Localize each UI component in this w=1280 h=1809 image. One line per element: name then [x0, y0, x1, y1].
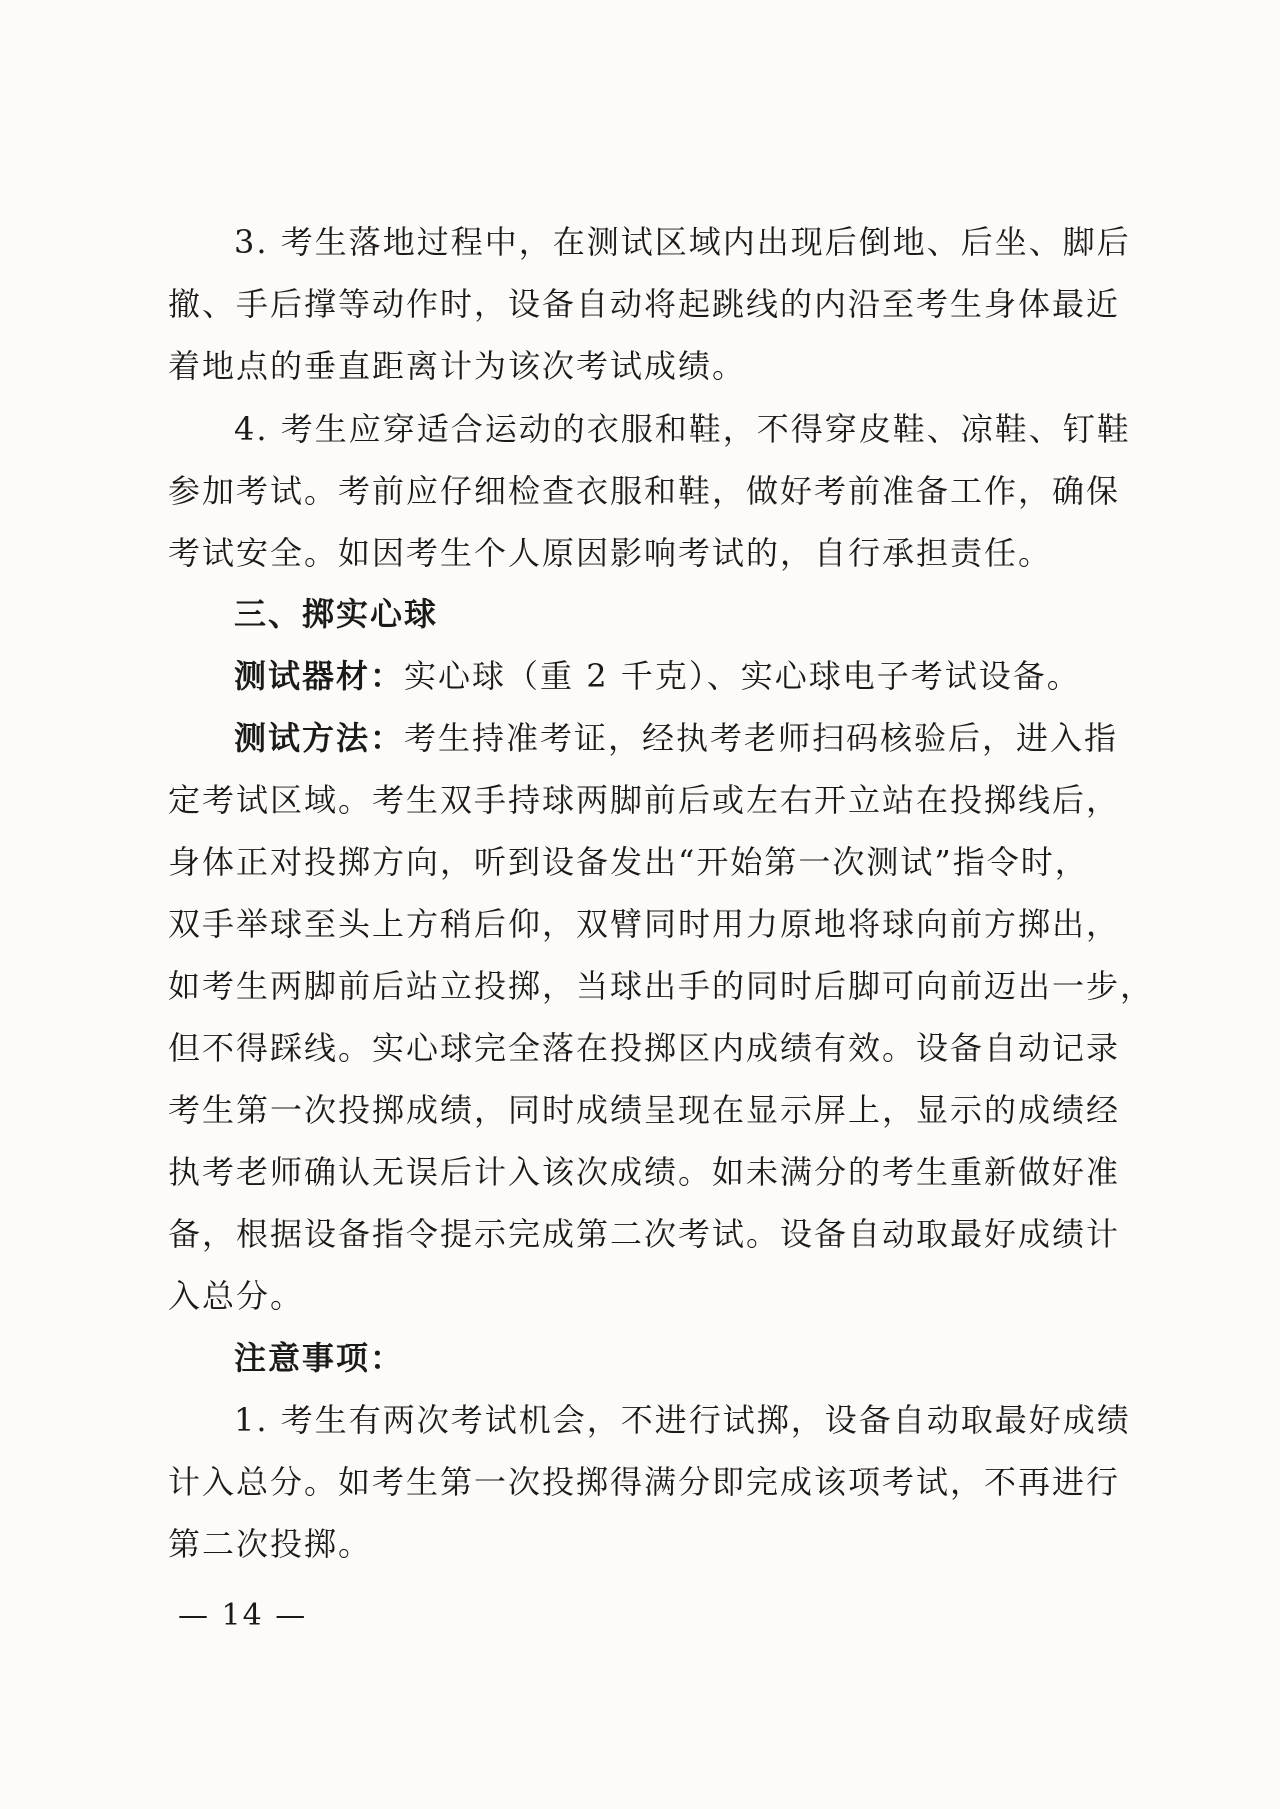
- paragraph-line: 3. 考生落地过程中，在测试区域内出现后倒地、后坐、脚后: [234, 223, 1131, 261]
- paragraph-line: 考生第一次投掷成绩，同时成绩呈现在显示屏上，显示的成绩经: [168, 1091, 1121, 1129]
- paragraph-line: 计入总分。如考生第一次投掷得满分即完成该项考试，不再进行: [168, 1463, 1121, 1501]
- paragraph-line: 备，根据设备指令提示完成第二次考试。设备自动取最好成绩计: [168, 1215, 1121, 1253]
- paragraph-line: 如考生两脚前后站立投掷，当球出手的同时后脚可向前迈出一步，: [168, 967, 1155, 1005]
- method-label: 测试方法：: [234, 719, 405, 757]
- paragraph-line: 着地点的垂直距离计为该次考试成绩。: [168, 347, 747, 385]
- section-heading: 三、掷实心球: [234, 595, 439, 633]
- paragraph-line: 1. 考生有两次考试机会，不进行试掷，设备自动取最好成绩: [234, 1401, 1131, 1439]
- method-line: [234, 718, 1123, 758]
- notes-heading: 注意事项：: [234, 1339, 405, 1377]
- paragraph-line: 第二次投掷。: [168, 1525, 373, 1563]
- paragraph-line: 入总分。: [168, 1277, 305, 1315]
- paragraph-line: 身体正对投掷方向，听到设备发出“开始第一次测试”指令时，: [168, 843, 1089, 881]
- paragraph-line: 定考试区域。考生双手持球两脚前后或左右开立站在投掷线后，: [168, 781, 1121, 819]
- paragraph-line: 双手举球至头上方稍后仰，双臂同时用力原地将球向前方掷出，: [168, 905, 1121, 943]
- paragraph-line: 执考老师确认无误后计入该次成绩。如未满分的考生重新做好准: [168, 1153, 1121, 1191]
- equipment-label: 测试器材：: [234, 657, 405, 695]
- paragraph-line: 参加考试。考前应仔细检查衣服和鞋，做好考前准备工作，确保: [168, 472, 1121, 510]
- paragraph-line: 4. 考生应穿适合运动的衣服和鞋，不得穿皮鞋、凉鞋、钉鞋: [234, 410, 1131, 448]
- paragraph-line: 但不得踩线。实心球完全落在投掷区内成绩有效。设备自动记录: [168, 1029, 1121, 1067]
- equipment-text: 实心球（重 2 千克）、实心球电子考试设备。: [404, 657, 1081, 695]
- method-text: 考生持准考证，经执考老师扫码核验后，进入指: [404, 719, 1119, 757]
- page-number: — 14 —: [178, 1598, 308, 1633]
- paragraph-line: 考试安全。如因考生个人原因影响考试的，自行承担责任。: [168, 534, 1053, 572]
- paragraph-line: 撤、手后撑等动作时，设备自动将起跳线的内沿至考生身体最近: [168, 285, 1121, 323]
- equipment-line: [234, 656, 1123, 696]
